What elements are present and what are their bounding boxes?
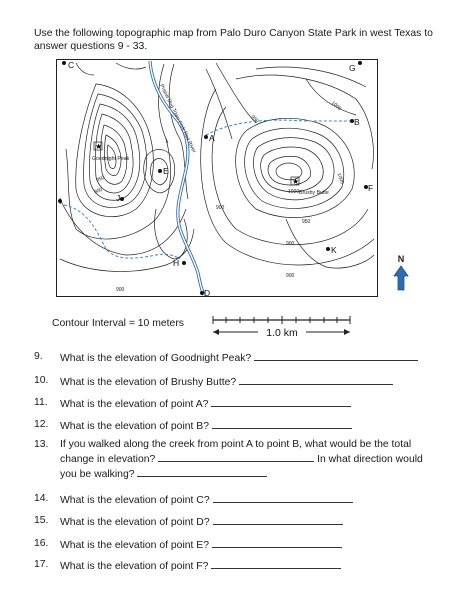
answer-blank[interactable] — [211, 396, 351, 407]
question-number: 11. — [34, 397, 48, 408]
label-b: B — [354, 117, 360, 127]
label-g: G — [349, 63, 356, 73]
scale-bar — [210, 312, 356, 342]
contour-label: 950 — [249, 114, 260, 125]
north-label: N — [397, 254, 405, 264]
label-h: H — [173, 258, 180, 268]
contour-label: 1000 — [288, 189, 300, 195]
question-number: 13. — [34, 439, 49, 450]
north-arrow — [391, 254, 411, 294]
contour-label: 900 — [93, 186, 104, 196]
question-text: What is the elevation of point E? — [60, 540, 210, 551]
contour-label: 950 — [302, 219, 311, 225]
answer-blank[interactable] — [213, 492, 353, 503]
svg-text:★: ★ — [292, 177, 300, 186]
question-number: 16. — [34, 538, 49, 549]
contour-label: 900 — [286, 241, 295, 247]
question-number: 15. — [34, 515, 49, 526]
question-text: What is the elevation of point F? — [60, 561, 209, 572]
question-text: In what direction would — [317, 454, 423, 465]
answer-blank[interactable] — [254, 350, 418, 361]
contour-label: 900 — [286, 273, 295, 279]
question-text: What is the elevation of point B? — [60, 421, 210, 432]
svg-text:★: ★ — [95, 142, 103, 151]
goodnight-peak-label: Goodnight Peak — [92, 156, 130, 162]
label-i: I — [59, 196, 62, 206]
topographic-map — [56, 59, 378, 297]
question-number: 12. — [34, 419, 49, 430]
contour-label: 900 — [116, 287, 125, 293]
answer-blank[interactable] — [137, 466, 267, 477]
label-d: D — [204, 288, 211, 297]
question-number: 10. — [34, 375, 49, 386]
contour-label: 1000 — [335, 172, 346, 185]
question-text: change in elevation? — [60, 454, 156, 465]
label-k: K — [331, 245, 337, 255]
question-text: If you walked along the creek from point A to point B, what would be the total — [60, 439, 412, 450]
answer-blank[interactable] — [213, 514, 343, 525]
river-label: Prairie Dog Town Fork Red River — [158, 83, 197, 154]
question-text: What is the elevation of point A? — [60, 399, 209, 410]
contour-label: 1000 — [329, 100, 343, 112]
question-text: you be walking? — [60, 469, 135, 480]
question-number: 9. — [34, 351, 43, 362]
brushy-butte-label: Brushy Butte — [299, 190, 329, 196]
contour-interval: Contour Interval = 10 meters — [52, 318, 184, 329]
question-text: What is the elevation of point D? — [60, 517, 210, 528]
answer-blank[interactable] — [239, 374, 393, 385]
question-number: 17. — [34, 559, 49, 570]
question-text: What is the elevation of Brushy Butte? — [60, 377, 237, 388]
label-c: C — [68, 60, 75, 70]
intro-text: Use the following topographic map from Palo Duro Canyon State Park in west Texas to answer questions 9 - 33. — [34, 28, 433, 52]
question-text: What is the elevation of point C? — [60, 495, 210, 506]
question-number: 14. — [34, 493, 49, 504]
label-a: A — [209, 133, 215, 143]
label-f: F — [368, 183, 374, 193]
answer-blank[interactable] — [212, 537, 342, 548]
contour-label: 950 — [95, 174, 106, 184]
answer-blank[interactable] — [212, 418, 352, 429]
contour-label: 900 — [216, 205, 225, 211]
answer-blank[interactable] — [211, 558, 341, 569]
answer-blank[interactable] — [158, 451, 314, 462]
question-text: What is the elevation of Goodnight Peak? — [60, 353, 252, 364]
label-e: E — [163, 166, 169, 176]
scale-label: 1.0 km — [266, 327, 298, 339]
label-j: J — [116, 193, 121, 203]
